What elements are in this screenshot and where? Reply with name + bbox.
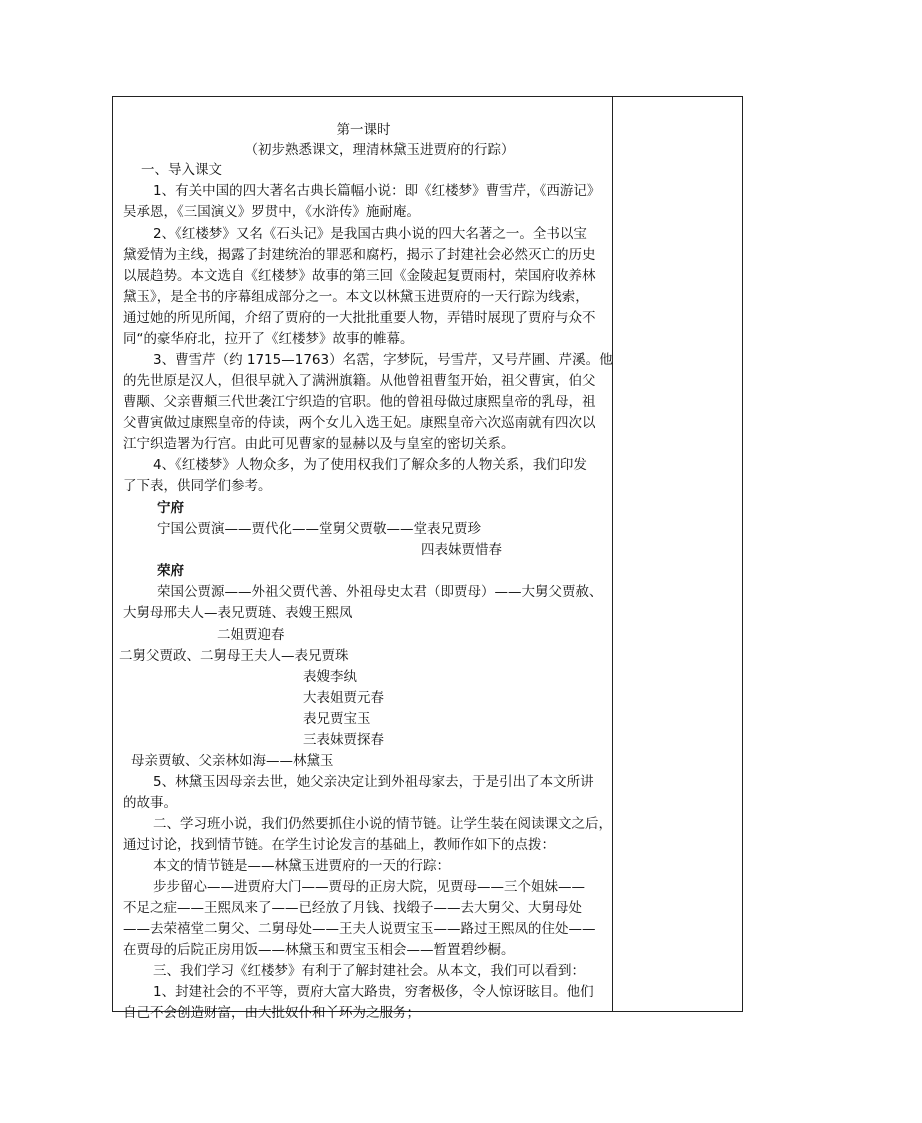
lesson-subtitle: （初步熟悉课文，理清林黛玉进贾府的行踪）: [244, 142, 515, 158]
paragraph-line: 曹颙、父亲曹頫三代世袭江宁织造的官职。他的曾祖母做过康熙皇帝的乳母，祖: [123, 394, 596, 410]
family-line: 三表妹贾探春: [303, 732, 384, 748]
paragraph-line: 1、有关中国的四大著名古典长篇幅小说：即《红楼梦》曹雪芹，《西游记》: [153, 183, 601, 199]
paragraph-line: 5、林黛玉因母亲去世，她父亲决定让到外祖母家去，于是引出了本文所讲: [153, 774, 594, 790]
paragraph-line: 在贾母的后院正房用饭——林黛玉和贾宝玉相会——暂置碧纱橱。: [123, 942, 515, 958]
family-line: 二舅父贾政、二舅母王夫人—表兄贾珠: [119, 648, 349, 664]
family-line: 二姐贾迎春: [217, 627, 285, 643]
rongfu-heading: 荣府: [157, 563, 184, 579]
family-line: 四表妹贾惜春: [421, 542, 502, 558]
paragraph-line: 通过讨论，找到情节链。在学生讨论发言的基础上，教师作如下的点拨：: [123, 837, 555, 853]
paragraph-line: 江宁织造署为行宫。由此可见曹家的显赫以及与皇室的密切关系。: [123, 436, 515, 452]
section-heading-1: 一、导入课文: [141, 162, 222, 178]
lesson-table: [112, 96, 743, 1021]
lesson-content: [113, 97, 614, 1021]
family-line: 大表姐贾元春: [303, 690, 384, 706]
paragraph-line: 4、《红楼梦》人物众多，为了使用权我们了解众多的人物关系，我们印发: [153, 457, 587, 473]
paragraph-line: 二、学习班小说，我们仍然要抓住小说的情节链。让学生装在阅读课文之后，: [153, 816, 612, 832]
paragraph-line: 不足之症——王熙凤来了——已经放了月钱、找缎子——去大舅父、大舅母处: [123, 900, 582, 916]
paragraph-line: 吴承恩，《三国演义》罗贯中，《水浒传》施耐庵。: [123, 204, 420, 220]
paragraph-line: 自己不会创造财富，由大批奴仆和丫环为之服务；: [123, 1005, 420, 1021]
paragraph-line: 的故事。: [123, 795, 177, 811]
family-line: 荣国公贾源——外祖父贾代善、外祖母史太君（即贾母）——大舅父贾赦、: [157, 584, 603, 600]
paragraph-line: 父曹寅做过康熙皇帝的侍读，两个女儿入选王妃。康熙皇帝六次巡南就有四次以: [123, 415, 596, 431]
family-line: 表兄贾宝玉: [303, 711, 371, 727]
family-line: 母亲贾敏、父亲林如海——林黛玉: [131, 753, 334, 769]
paragraph-line: 3、曹雪芹（约 1715—1763）名霑，字梦阮，号雪芹，又号芹圃、芹溪。他: [153, 352, 613, 368]
paragraph-line: 的先世原是汉人，但很早就入了满洲旗籍。从他曾祖曹玺开始，祖父曹寅，伯父: [123, 373, 596, 389]
paragraph-line: 本文的情节链是——林黛玉进贾府的一天的行踪：: [153, 858, 450, 874]
ningfu-heading: 宁府: [157, 500, 184, 516]
paragraph-line: 三、我们学习《红楼梦》有利于了解封建社会。从本文，我们可以看到：: [153, 963, 585, 979]
paragraph-line: 黛玉》，是全书的序幕组成部分之一。本文以林黛玉进贾府的一天行踪为线索，: [123, 289, 589, 305]
paragraph-line: 1、封建社会的不平等，贾府大富大路贵，穷奢极侈，令人惊讶眩目。他们: [153, 984, 594, 1000]
lesson-title: 第一课时: [336, 122, 391, 138]
family-line: 宁国公贾演——贾代化——堂舅父贾敬——堂表兄贾珍: [157, 521, 481, 537]
paragraph-line: 通过她的所见所闻，介绍了贾府的一大批批重要人物，弄错时展现了贾府与众不: [123, 310, 596, 326]
paragraph-line: 2、《红楼梦》又名《石头记》是我国古典小说的四大名著之一。全书以宝: [153, 226, 587, 242]
paragraph-line: 步步留心——进贾府大门——贾母的正房大院，见贾母——三个姐妹——: [153, 879, 585, 895]
family-line: 表嫂李纨: [303, 669, 357, 685]
paragraph-line: 以展趋势。本文选自《红楼梦》故事的第三回《金陵起复贾雨村，荣国府收养林: [123, 268, 596, 284]
paragraph-line: 同“的豪华府北，拉开了《红楼梦》故事的帷幕。: [123, 331, 414, 347]
family-line: 大舅母邢夫人—表兄贾琏、表嫂王熙凤: [123, 605, 353, 621]
paragraph-line: ——去荣禧堂二舅父、二舅母处——王夫人说贾宝玉——路过王熙凤的住处——: [123, 921, 596, 937]
paragraph-line: 了下表，供同学们参考。: [123, 478, 272, 494]
paragraph-line: 黛爱情为主线，揭露了封建统治的罪恶和腐朽，揭示了封建社会必然灭亡的历史: [123, 247, 596, 263]
